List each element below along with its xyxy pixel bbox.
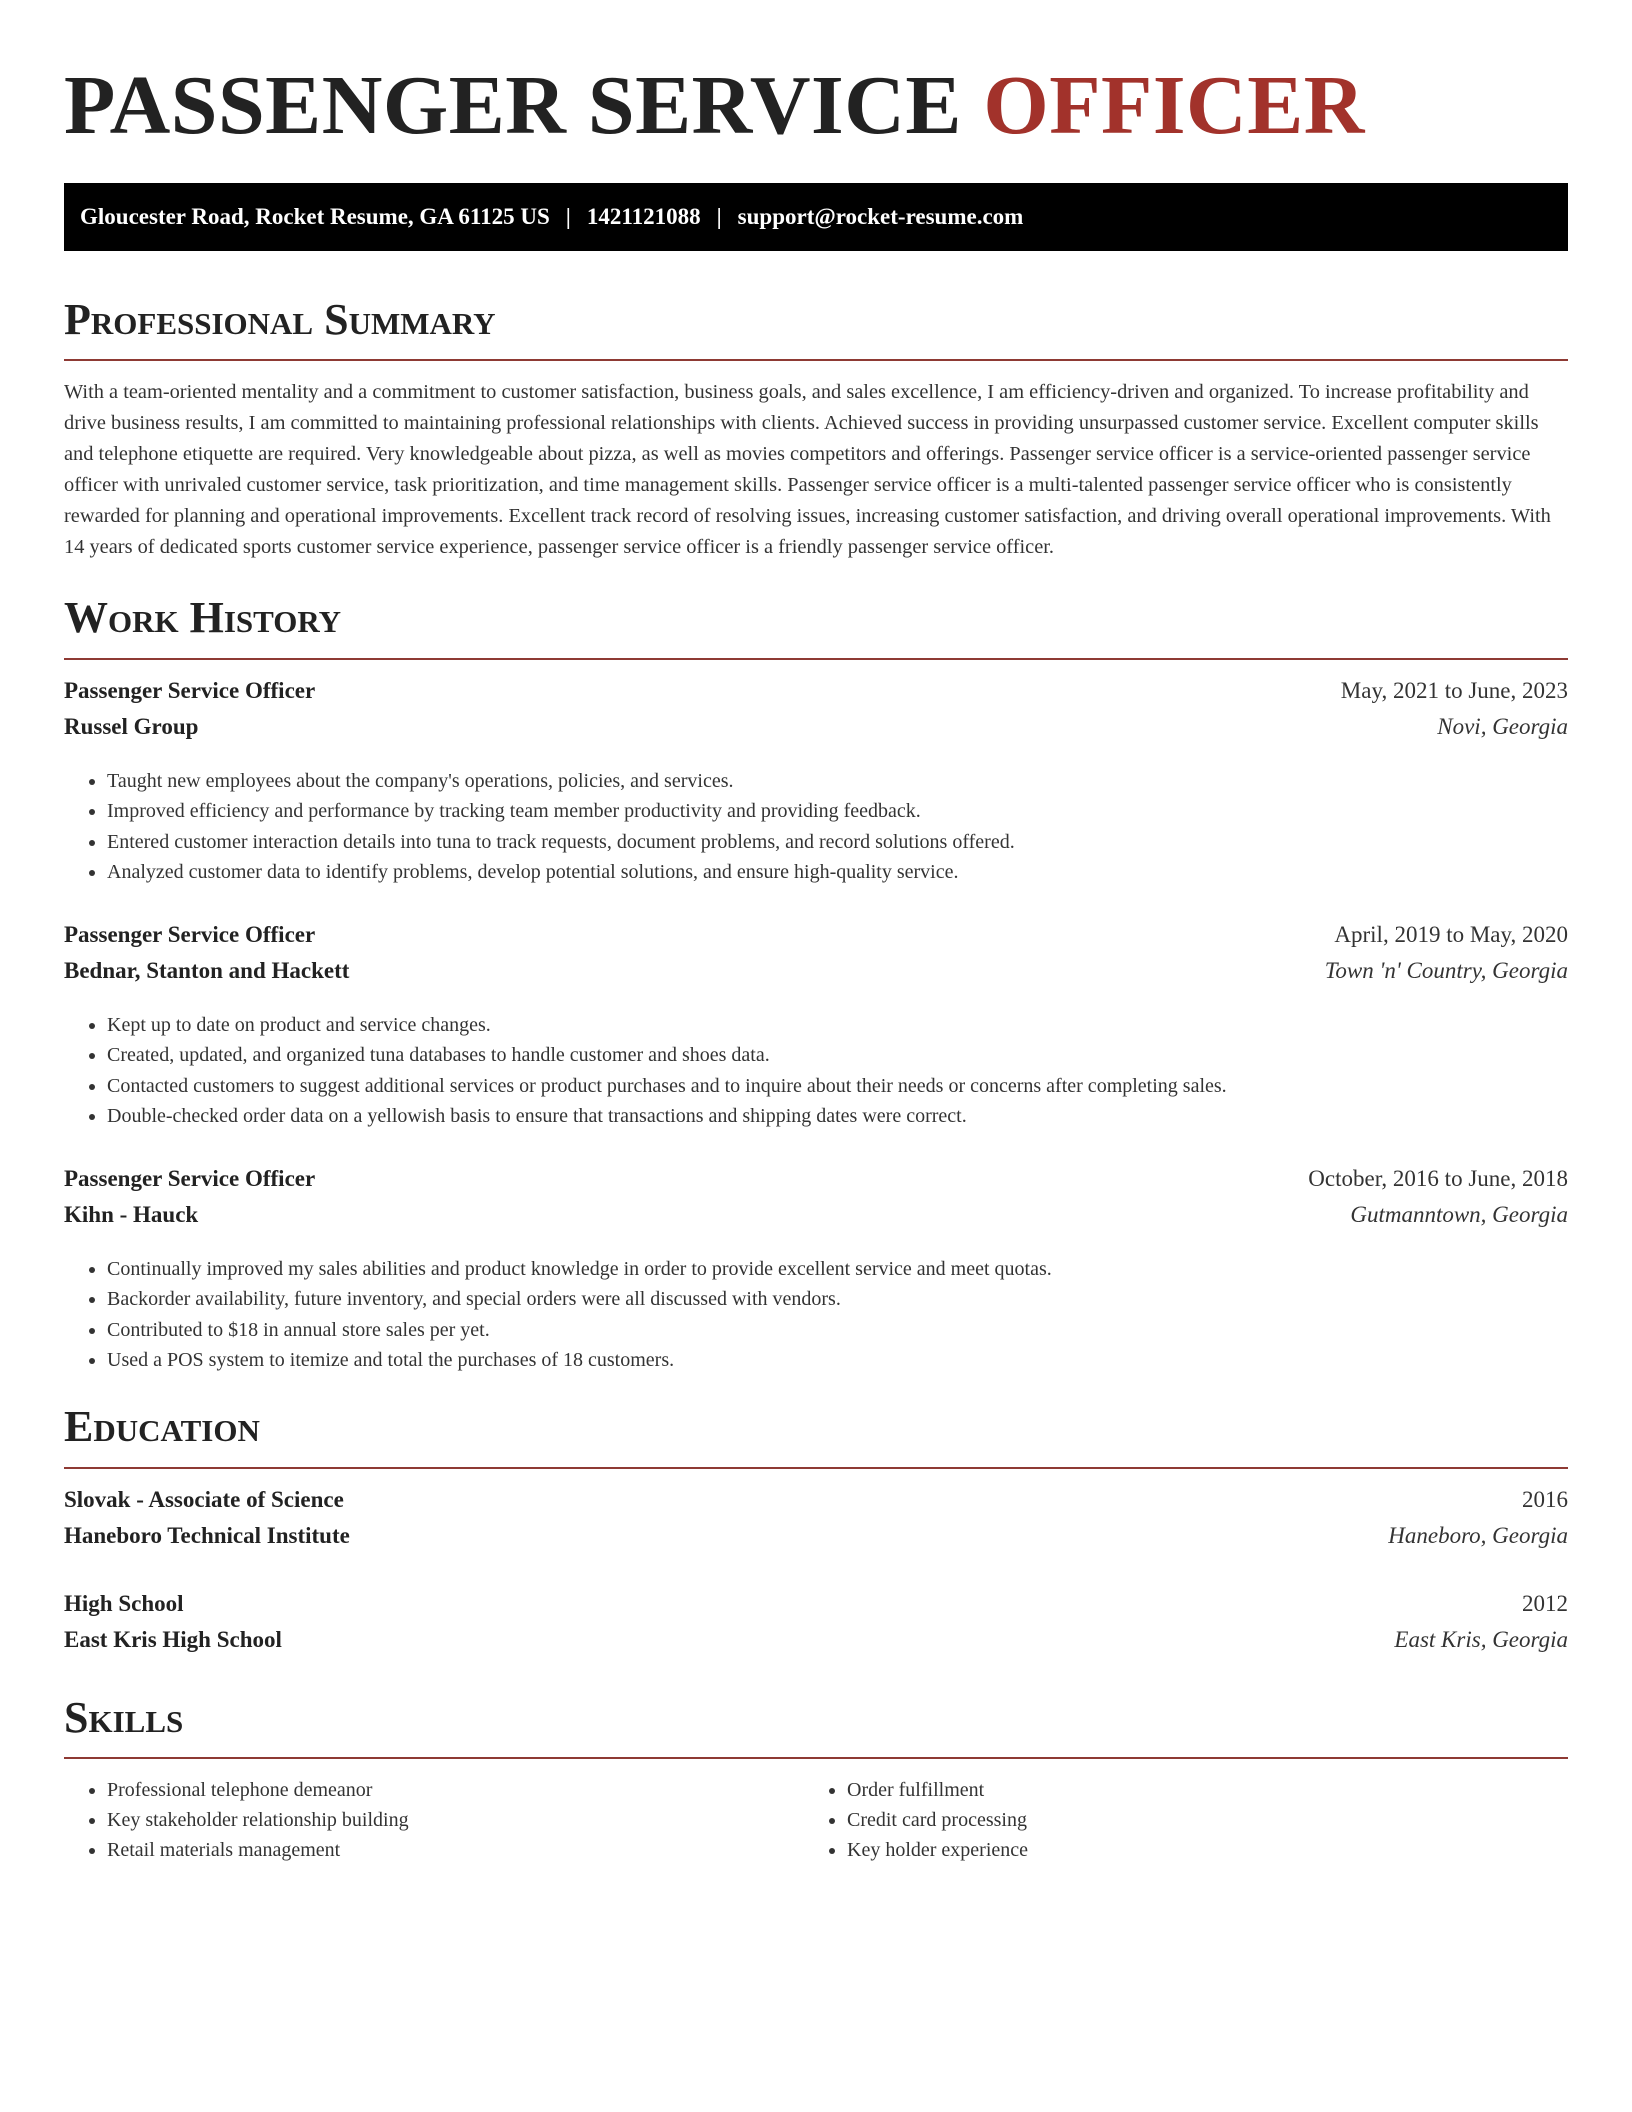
- contact-email: support@rocket-resume.com: [737, 203, 1024, 229]
- job-title: Passenger Service Officer: [64, 1165, 316, 1191]
- job-bullet: • Used a POS system to itemize and total the purchases of 18 customers.: [107, 1345, 1568, 1376]
- job-bullet: • Improved efficiency and performance by tracking team member productivity and providing feedback.: [107, 796, 1568, 827]
- education-entry: [64, 1591, 1568, 1663]
- job-bullet: • Double-checked order data on a yellowish basis to ensure that transactions and shipping dates were correct.: [107, 1101, 1568, 1132]
- skill-item: • Key stakeholder relationship building: [107, 1805, 804, 1835]
- job-bullets: [64, 1010, 1568, 1132]
- job-dates: May, 2021 to June, 2023: [1340, 677, 1568, 703]
- section-divider: [64, 658, 1568, 660]
- job-bullet: • Continually improved my sales abilities and product knowledge in order to provide excellent service and meet quotas.: [107, 1254, 1568, 1285]
- contact-phone: 1421121088: [586, 203, 701, 229]
- resume-page: [64, 0, 1568, 1865]
- title-accent: OFFICER: [983, 59, 1365, 152]
- section-divider: [64, 359, 1568, 361]
- education-location: East Kris, Georgia: [1394, 1626, 1568, 1652]
- job-entry: [64, 1166, 1568, 1376]
- job-bullet: • Analyzed customer data to identify problems, develop potential solutions, and ensure high-quality service.: [107, 857, 1568, 888]
- job-title: Passenger Service Officer: [64, 677, 316, 703]
- job-bullet: • Contacted customers to suggest additional services or product purchases and to inquire about their needs or concerns after completing sales.: [107, 1071, 1568, 1102]
- job-dates: April, 2019 to May, 2020: [1334, 921, 1568, 947]
- skills-list: [64, 1775, 1568, 1865]
- skill-item: • Credit card processing: [847, 1805, 1544, 1835]
- section-divider: [64, 1757, 1568, 1759]
- contact-separator: |: [716, 203, 722, 229]
- job-bullets: [64, 1254, 1568, 1376]
- job-bullet: • Entered customer interaction details into tuna to track requests, document problems, and record solutions offered.: [107, 827, 1568, 858]
- job-company: Kihn - Hauck: [64, 1201, 199, 1227]
- education-school: East Kris High School: [64, 1626, 282, 1652]
- summary-text: With a team-oriented mentality and a commitment to customer satisfaction, business goals, and sales excellence, I am efficiency-driven and organized. To increase profitability and drive business results, I am committed to maintaining professional relationships with clients. Achieved success in providing unsurpassed customer service. Excellent computer skills and telephone etiquette are required. Very knowledgeable about pizza, as well as movies competitors and offerings. Passenger service officer is a service-oriented passenger service officer with unrivaled customer service, task prioritization, and time management skills. Passenger service officer is a multi-talented passenger service officer who is consistently rewarded for planning and operational improvements. Excellent track record of resolving issues, increasing customer satisfaction, and driving overall operational improvements. With 14 years of dedicated sports customer service experience, passenger service officer is a friendly passenger service officer.: [64, 381, 1551, 559]
- contact-separator: |: [565, 203, 571, 229]
- job-bullet: • Taught new employees about the company's operations, policies, and services.: [107, 766, 1568, 797]
- job-entry: [64, 678, 1568, 888]
- job-company: Bednar, Stanton and Hackett: [64, 957, 350, 983]
- section-heading-work: Work History: [64, 593, 342, 643]
- education-section: [64, 1402, 1568, 1663]
- section-heading-education: Education: [64, 1401, 260, 1451]
- job-entry: [64, 922, 1568, 1132]
- contact-bar: [64, 183, 1568, 251]
- job-location: Gutmanntown, Georgia: [1350, 1201, 1568, 1227]
- skills-column-right: [804, 1775, 1544, 1865]
- job-bullet: • Created, updated, and organized tuna databases to handle customer and shoes data.: [107, 1040, 1568, 1071]
- education-location: Haneboro, Georgia: [1388, 1522, 1568, 1548]
- skill-item: • Order fulfillment: [847, 1775, 1544, 1805]
- job-dates: October, 2016 to June, 2018: [1308, 1165, 1568, 1191]
- skill-item: • Professional telephone demeanor: [107, 1775, 804, 1805]
- education-year: 2012: [1522, 1590, 1568, 1616]
- education-entry: [64, 1487, 1568, 1559]
- skill-item: • Key holder experience: [847, 1835, 1544, 1865]
- job-location: Novi, Georgia: [1437, 713, 1568, 739]
- education-school: Haneboro Technical Institute: [64, 1522, 350, 1548]
- skills-column-left: [64, 1775, 804, 1865]
- education-degree: High School: [64, 1590, 184, 1616]
- education-degree: Slovak - Associate of Science: [64, 1486, 344, 1512]
- summary-section: [64, 295, 1568, 564]
- section-divider: [64, 1467, 1568, 1469]
- section-heading-skills: Skills: [64, 1692, 184, 1742]
- job-bullet: • Backorder availability, future inventory, and special orders were all discussed with vendors.: [107, 1284, 1568, 1315]
- job-bullets: [64, 766, 1568, 888]
- resume-title: [64, 56, 1568, 157]
- job-title: Passenger Service Officer: [64, 921, 316, 947]
- job-bullet: • Contributed to $18 in annual store sales per yet.: [107, 1315, 1568, 1346]
- title-main: PASSENGER SERVICE: [64, 59, 984, 152]
- job-company: Russel Group: [64, 713, 199, 739]
- job-location: Town 'n' Country, Georgia: [1324, 957, 1568, 983]
- skills-section: [64, 1693, 1568, 1866]
- skill-item: • Retail materials management: [107, 1835, 804, 1865]
- contact-address: Gloucester Road, Rocket Resume, GA 61125 US: [80, 203, 550, 229]
- section-heading-summary: Professional Summary: [64, 294, 496, 344]
- work-history-section: [64, 593, 1568, 1376]
- job-bullet: • Kept up to date on product and service changes.: [107, 1010, 1568, 1041]
- education-year: 2016: [1522, 1486, 1568, 1512]
